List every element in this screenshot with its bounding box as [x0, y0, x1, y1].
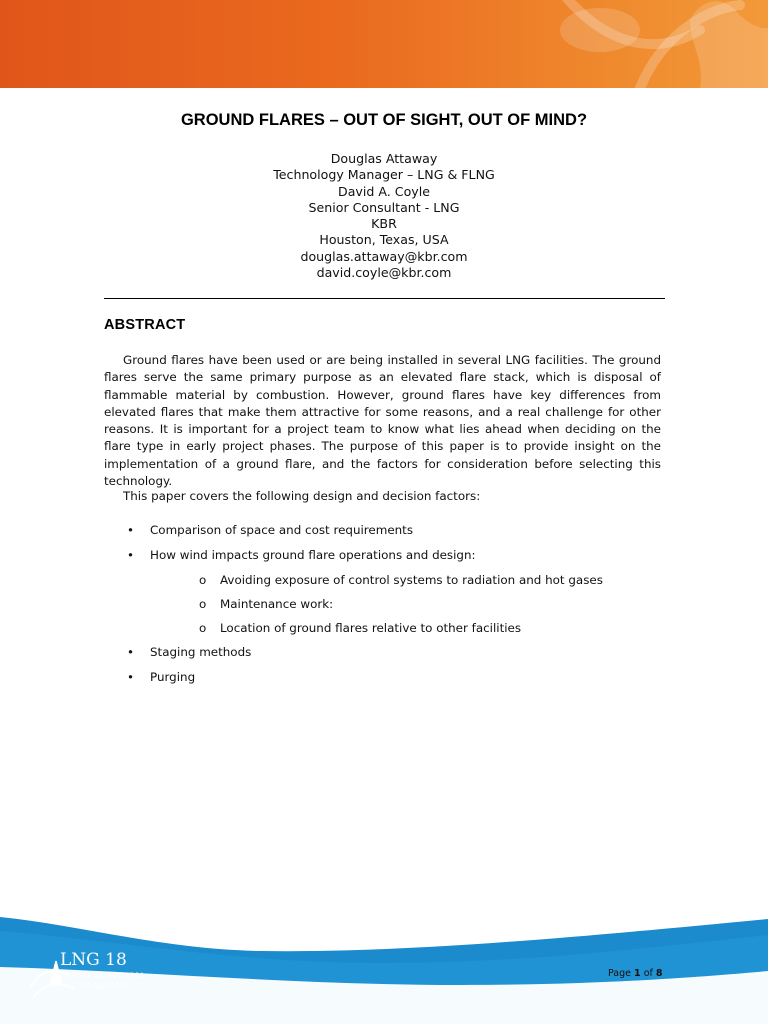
header-band — [0, 0, 768, 88]
logo-dates: 11-15 April 2016 — [72, 982, 128, 990]
page-current: 1 — [634, 968, 641, 979]
author-line: KBR — [371, 216, 397, 232]
list-item-text: Staging methods — [150, 645, 252, 659]
sub-list-item-text: Avoiding exposure of control systems to radiation and hot gases — [220, 573, 603, 587]
author-email[interactable]: david.coyle@kbr.com — [316, 265, 452, 281]
page-number — [608, 968, 663, 979]
author-line: Technology Manager – LNG & FLNG — [273, 167, 495, 183]
author-line: Houston, Texas, USA — [319, 232, 449, 248]
author-block — [0, 151, 768, 281]
paper-title: GROUND FLARES – OUT OF SIGHT, OUT OF MIND? — [180, 111, 588, 129]
abstract-paragraph: Ground flares have been used or are being installed in several LNG facilities. The ground flares serve the same primary purpose as an elevated flare stack, which is disposal of flammable material by combustion. However, ground flares have key differences from elevated flares that make them attractive for some reasons, and a real challenge for other reasons. It is important for a project team to know what lies ahead when deciding on the flare type in early project phases. The purpose of this paper is to provide insight on the implementation of a ground flare, and the factors for consideration before selecting this technology. — [104, 353, 661, 489]
factors-intro: This paper covers the following design and decision factors: — [123, 489, 481, 503]
sub-list-item-text: Maintenance work: — [220, 597, 334, 611]
author-line: Senior Consultant - LNG — [308, 199, 460, 215]
logo-title: LNG 18 — [60, 950, 127, 970]
page-of-label: of — [643, 968, 653, 979]
sub-bullet-icon: o — [199, 573, 207, 587]
bullet-icon: • — [127, 523, 135, 537]
logo-subtitle: PERTH AUSTRALIA — [60, 971, 146, 980]
footer-band — [0, 905, 768, 1024]
sub-list-item-text: Location of ground flares relative to other facilities — [220, 621, 522, 635]
list-item-text: How wind impacts ground flare operations and design: — [150, 548, 476, 562]
bullet-icon: • — [127, 645, 135, 659]
author-email[interactable]: douglas.attaway@kbr.com — [300, 248, 468, 264]
author-line: Douglas Attaway — [330, 151, 438, 166]
author-line: David A. Coyle — [338, 183, 430, 199]
kangaroo-watermark-icon — [0, 0, 768, 88]
divider — [104, 298, 665, 299]
bullet-icon: • — [127, 670, 135, 684]
list-item-text: Purging — [150, 670, 196, 684]
sub-bullet-icon: o — [199, 621, 207, 635]
list-item-text: Comparison of space and cost requirements — [150, 523, 414, 537]
bullet-icon: • — [127, 548, 135, 562]
page-label: Page — [608, 968, 631, 979]
abstract-heading: ABSTRACT — [104, 317, 186, 333]
sub-bullet-icon: o — [199, 597, 207, 611]
page-total: 8 — [655, 968, 663, 979]
